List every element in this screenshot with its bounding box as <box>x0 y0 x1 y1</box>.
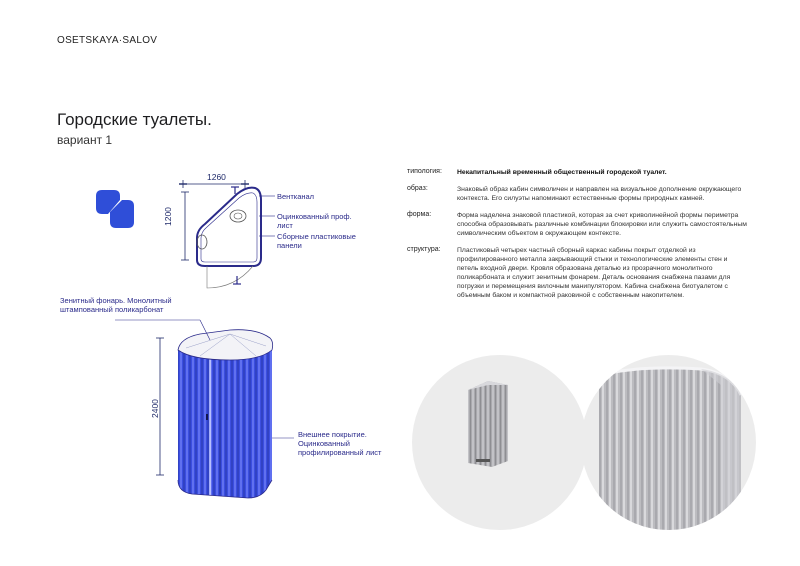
brand-logo-text: OSETSKAYA·SALOV <box>57 35 158 46</box>
description-key: форма: <box>407 211 432 218</box>
elevation-svg <box>60 290 400 510</box>
description-value: Знаковый образ кабин символичен и направлен на визуальное дополнение окружающего контекста. Его силуэты напоминают естественные формы природных камней. <box>457 186 742 202</box>
description-row <box>407 211 747 238</box>
dim-depth: 1200 <box>163 207 173 226</box>
label-outer-cover: Внешнее покрытие. Оцинкованный профилированный лист <box>298 430 382 457</box>
description-value: Некапитальный временный общественный городской туалет. <box>457 169 667 176</box>
label-zenith-lantern: Зенитный фонарь. Монолитный штампованный поликарбонат <box>60 296 172 314</box>
label-plastic-panels: Сборные пластиковые панели <box>277 232 356 250</box>
description-value: Форма наделена знаковой пластикой, которая за счет криволинейной формы периметра способна образовывать различные комбинации блокировки или служить самостоятельным символическим объектом в окружающем контексте. <box>457 212 747 237</box>
render-full-cabin <box>412 355 587 530</box>
description-key: образ: <box>407 185 428 192</box>
dim-height: 2400 <box>150 399 160 418</box>
page-title: Городские туалеты. <box>57 110 212 129</box>
render-detail-closeup <box>581 355 756 530</box>
render-cabin-image <box>412 355 587 530</box>
description-row <box>407 246 747 300</box>
label-zinc-sheet: Оцинкованный проф. лист <box>277 212 352 230</box>
elevation-drawing <box>60 290 400 510</box>
description-value: Пластиковый четырех частный сборный каркас кабины покрыт отделкой из профилированного металла закрывающий стыки и технологические элементы стен и петель входной двери. Кровля образована деталью из прозрачного монолитного поликарбоната и служит зенитным фонарем. Деталь основания снабжена пазами для погрузки и перемещения вилочным манипулятором. Кабина снабжена биотуалетом с объемным баком и компактной раковиной с собственным накопителем. <box>457 247 731 299</box>
description-key: структура: <box>407 246 441 253</box>
dim-width: 1260 <box>207 172 226 182</box>
page-subtitle: вариант 1 <box>57 133 113 147</box>
description-row <box>407 185 747 203</box>
description-row <box>407 168 747 177</box>
logo-mark-icon <box>92 188 136 232</box>
render-detail-image <box>581 355 756 530</box>
plan-drawing <box>155 160 400 295</box>
description-key: типология: <box>407 168 442 175</box>
description-table <box>407 168 747 308</box>
label-ventkanal: Вентканал <box>277 192 315 201</box>
